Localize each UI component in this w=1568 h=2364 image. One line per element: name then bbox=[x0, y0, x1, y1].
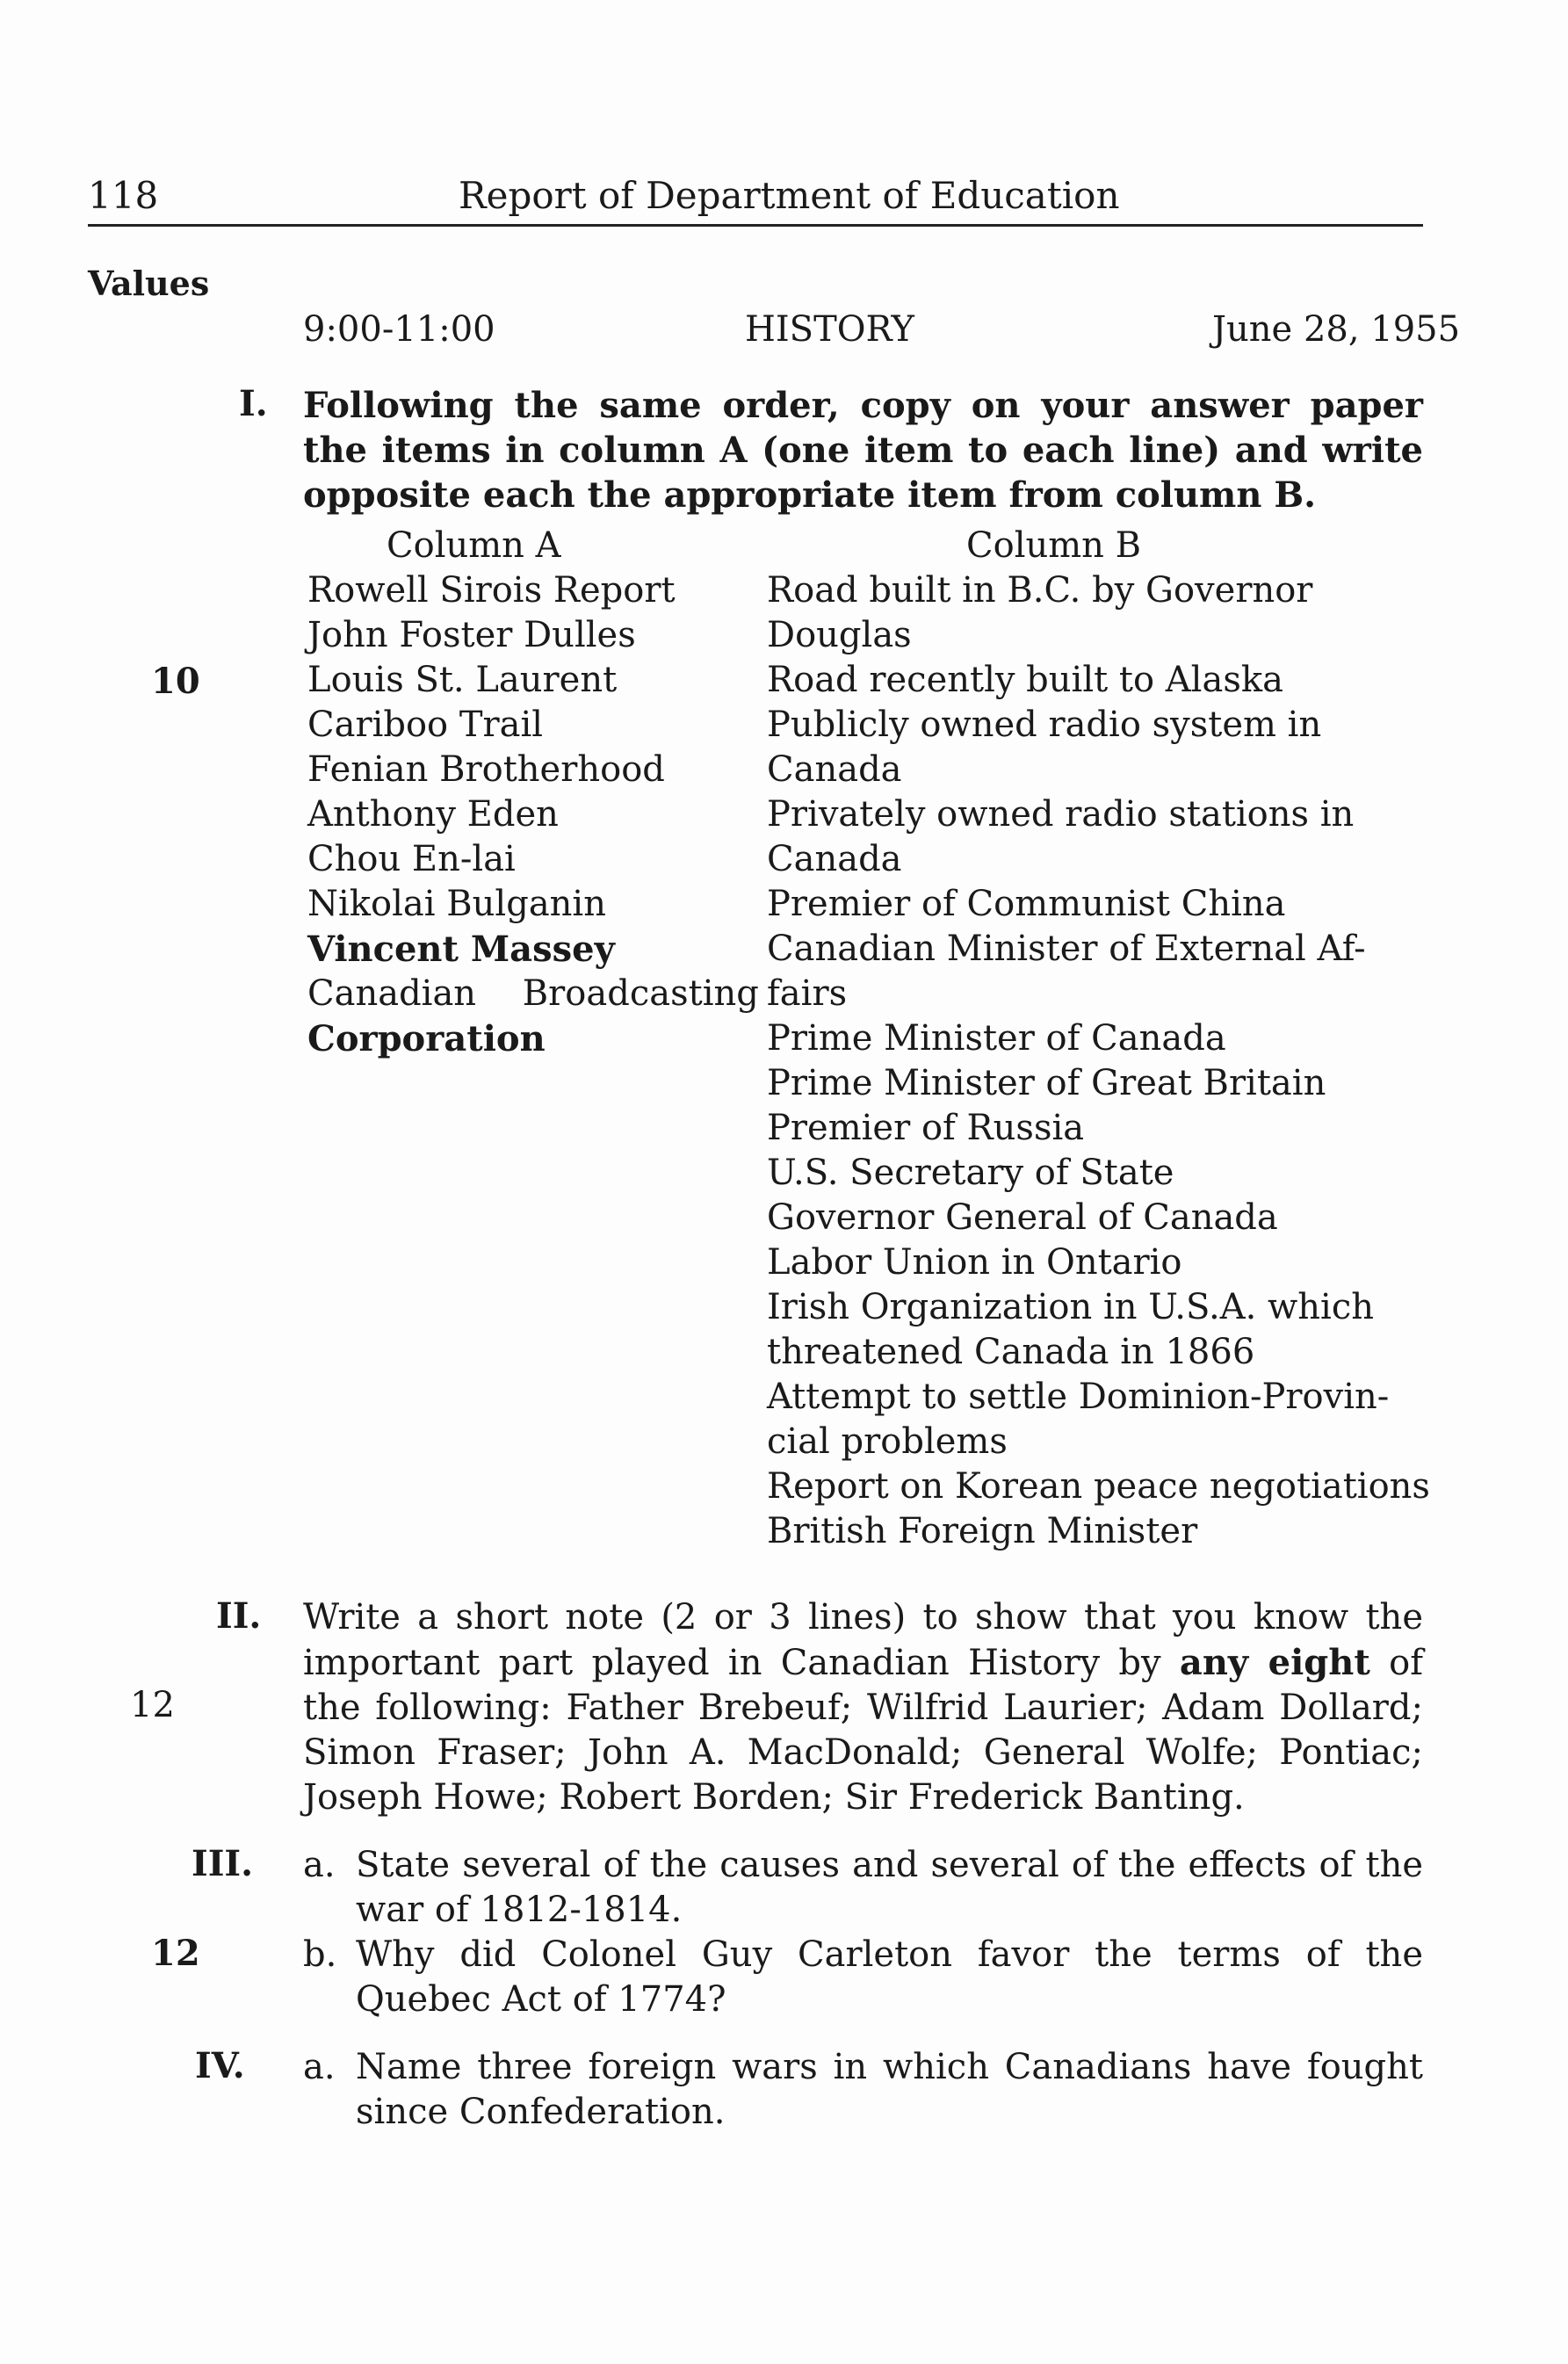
column-b-item: Irish Organization in U.S.A. which bbox=[767, 1287, 1374, 1327]
question-3b-text: Why did Colonel Guy Carleton favor the terms of the Quebec Act of 1774? bbox=[356, 1934, 1423, 2020]
column-a-item: Cariboo Trail bbox=[307, 705, 544, 745]
column-b-item: Canada bbox=[767, 839, 902, 879]
column-b-item: Premier of Communist China bbox=[767, 884, 1286, 924]
question-4a-label: a. bbox=[303, 2047, 336, 2087]
column-b-item: Governor General of Canada bbox=[767, 1197, 1278, 1238]
column-a-item: Anthony Eden bbox=[307, 794, 559, 835]
question-3-numeral: III. bbox=[191, 1843, 254, 1884]
column-b-item: Premier of Russia bbox=[767, 1108, 1085, 1148]
column-a-item: Vincent Massey bbox=[307, 929, 615, 970]
question-3b-label: b. bbox=[303, 1934, 337, 1975]
question-2-text-start: Write a short note (2 or 3 lines) to show that you know the important part played in Canadian History by bbox=[303, 1597, 1423, 1683]
column-b-item: Attempt to settle Dominion-Provin- bbox=[767, 1377, 1390, 1417]
page-number: 118 bbox=[88, 174, 159, 217]
question-1-value: 10 bbox=[151, 661, 200, 702]
values-margin-label: Values bbox=[88, 264, 210, 303]
column-b-item: U.S. Secretary of State bbox=[767, 1153, 1174, 1193]
column-a-item: John Foster Dulles bbox=[307, 615, 636, 655]
column-a-item: Fenian Brotherhood bbox=[307, 749, 665, 790]
column-a-header: Column A bbox=[387, 525, 561, 566]
column-b-item: Privately owned radio stations in bbox=[767, 794, 1355, 835]
question-4-numeral: IV. bbox=[195, 2045, 245, 2086]
running-header-title: Report of Department of Education bbox=[459, 174, 1120, 217]
column-b-header: Column B bbox=[966, 525, 1142, 566]
column-b-item: Labor Union in Ontario bbox=[767, 1242, 1182, 1283]
column-b-item: threatened Canada in 1866 bbox=[767, 1332, 1255, 1372]
column-b-item: Prime Minister of Great Britain bbox=[767, 1063, 1326, 1103]
question-3a-label: a. bbox=[303, 1845, 336, 1885]
column-b-item: Road recently built to Alaska bbox=[767, 660, 1283, 700]
question-2-emphasis: any eight bbox=[1179, 1642, 1370, 1683]
column-b-item: Douglas bbox=[767, 615, 912, 655]
column-b-item: British Foreign Minister bbox=[767, 1511, 1198, 1551]
column-b-item: Publicly owned radio system in bbox=[767, 705, 1322, 745]
column-a-item: Nikolai Bulganin bbox=[307, 884, 606, 924]
exam-date: June 28, 1955 bbox=[1212, 309, 1461, 350]
exam-time: 9:00-11:00 bbox=[303, 309, 495, 350]
column-a-item: Canadian Broadcasting bbox=[307, 973, 759, 1014]
question-2-text bbox=[303, 1595, 1423, 1820]
question-1-numeral: I. bbox=[239, 383, 268, 424]
column-b-item: fairs bbox=[767, 973, 848, 1014]
question-3-value: 12 bbox=[151, 1933, 200, 1974]
header-rule bbox=[88, 224, 1423, 227]
question-1-text: Following the same order, copy on your answer paper the items in column A (one item to each line) and write opposite each the appropriate item from column B. bbox=[303, 385, 1423, 516]
column-b-item: Prime Minister of Canada bbox=[767, 1018, 1226, 1059]
column-a-item: Rowell Sirois Report bbox=[307, 570, 676, 611]
question-4a-text: Name three foreign wars in which Canadians have fought since Confederation. bbox=[356, 2047, 1423, 2132]
exam-subject: HISTORY bbox=[745, 309, 914, 350]
column-a-item: Corporation bbox=[307, 1018, 546, 1059]
column-a-item: Louis St. Laurent bbox=[307, 660, 618, 700]
column-b-item: cial problems bbox=[767, 1421, 1008, 1462]
column-b-item: Canadian Minister of External Af- bbox=[767, 929, 1366, 969]
column-b-item: Report on Korean peace negotiations bbox=[767, 1466, 1430, 1507]
question-2-numeral: II. bbox=[216, 1595, 262, 1637]
question-2-value: 12 bbox=[130, 1685, 175, 1725]
question-2-text-end: of the following: Father Brebeuf; Wilfrid Laurier; Adam Dollard; Simon Fraser; John A. MacDonald; General Wolfe; Pontiac; Joseph Howe; Robert Borden; Sir Frederick Banting. bbox=[303, 1643, 1423, 1818]
question-3a-text: State several of the causes and several of the effects of the war of 1812-1814. bbox=[356, 1845, 1423, 1930]
column-a-item: Chou En-lai bbox=[307, 839, 516, 879]
column-b-item: Road built in B.C. by Governor bbox=[767, 570, 1313, 611]
column-b-item: Canada bbox=[767, 749, 902, 790]
